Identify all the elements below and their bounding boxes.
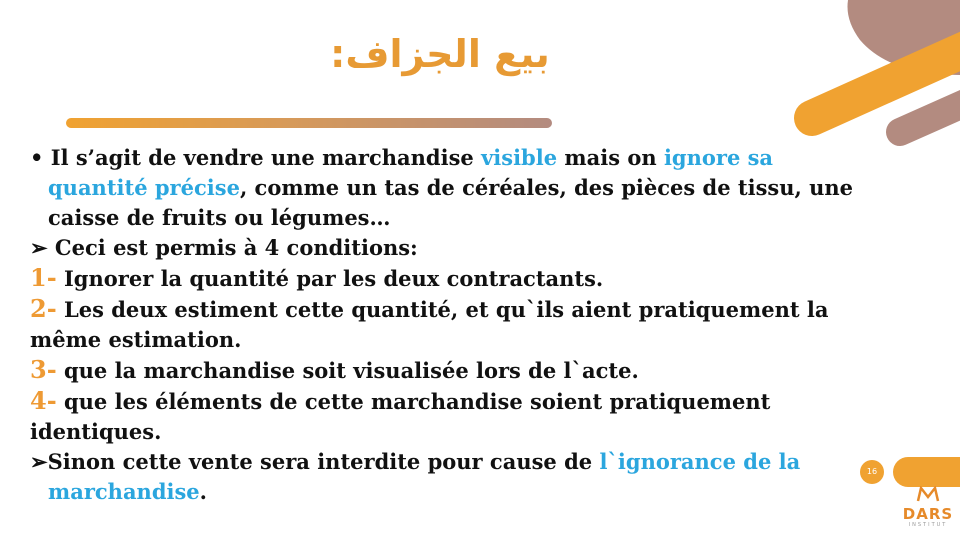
highlight-visible: visible [481, 145, 558, 170]
page-number-badge: 16 [860, 460, 884, 484]
text-segment: Il s’agit de vendre une marchandise [50, 145, 482, 170]
slide-body [30, 143, 900, 507]
highlight-marchandise: marchandise [48, 479, 200, 504]
conclusion-line-1 [30, 447, 900, 477]
slide-title: بيع الجزاف: [330, 32, 550, 76]
highlight-ignore: ignore sa [663, 145, 774, 170]
condition-number: 2- [30, 294, 57, 323]
text-segment: Les deux estiment cette quantité, et qu`ils aient pratiquement la [56, 297, 829, 322]
orange-side-bar [893, 457, 960, 487]
condition-number: 4- [30, 386, 57, 415]
condition-2-continued [30, 325, 900, 355]
conclusion-line-2 [30, 477, 900, 507]
logo-mark-icon [916, 486, 940, 502]
text-segment: même estimation. [30, 327, 242, 352]
text-segment: Ignorer la quantité par les deux contractants. [56, 266, 604, 291]
text-segment: identiques. [30, 419, 162, 444]
logo-subtitle: INSTITUT [908, 522, 948, 528]
condition-number: 3- [30, 355, 57, 384]
bullet-icon: • [30, 145, 44, 170]
condition-2 [30, 294, 900, 325]
paragraph-1-line-1 [30, 143, 900, 173]
mauve-diagonal-stripe [900, 92, 960, 132]
text-segment: Ceci est permis à 4 conditions: [47, 235, 418, 260]
highlight-quantity: quantité précise [48, 175, 240, 200]
condition-4 [30, 386, 900, 417]
paragraph-1-line-2 [30, 173, 900, 203]
text-segment: caisse de fruits ou légumes… [48, 205, 391, 230]
highlight-ignorance: l`ignorance de la [599, 449, 801, 474]
text-segment: que les éléments de cette marchandise soient pratiquement [56, 389, 771, 414]
text-segment: mais on [557, 145, 664, 170]
condition-3 [30, 355, 900, 386]
conditions-intro [30, 233, 900, 263]
condition-4-continued [30, 417, 900, 447]
arrow-bullet-icon: ➢ [30, 235, 48, 260]
paragraph-1-line-3 [30, 203, 900, 233]
text-segment: , comme un tas de céréales, des pièces de tissu, une [239, 175, 854, 200]
text-segment: . [199, 479, 207, 504]
condition-1 [30, 263, 900, 294]
arrow-bullet-icon: ➢ [30, 449, 48, 474]
title-underline-bar [66, 118, 552, 128]
dars-logo [898, 486, 958, 536]
logo-word: DARS [902, 505, 954, 523]
condition-number: 1- [30, 263, 57, 292]
text-segment: Sinon cette vente sera interdite pour cause de [47, 449, 600, 474]
text-segment: que la marchandise soit visualisée lors de l`acte. [56, 358, 639, 383]
